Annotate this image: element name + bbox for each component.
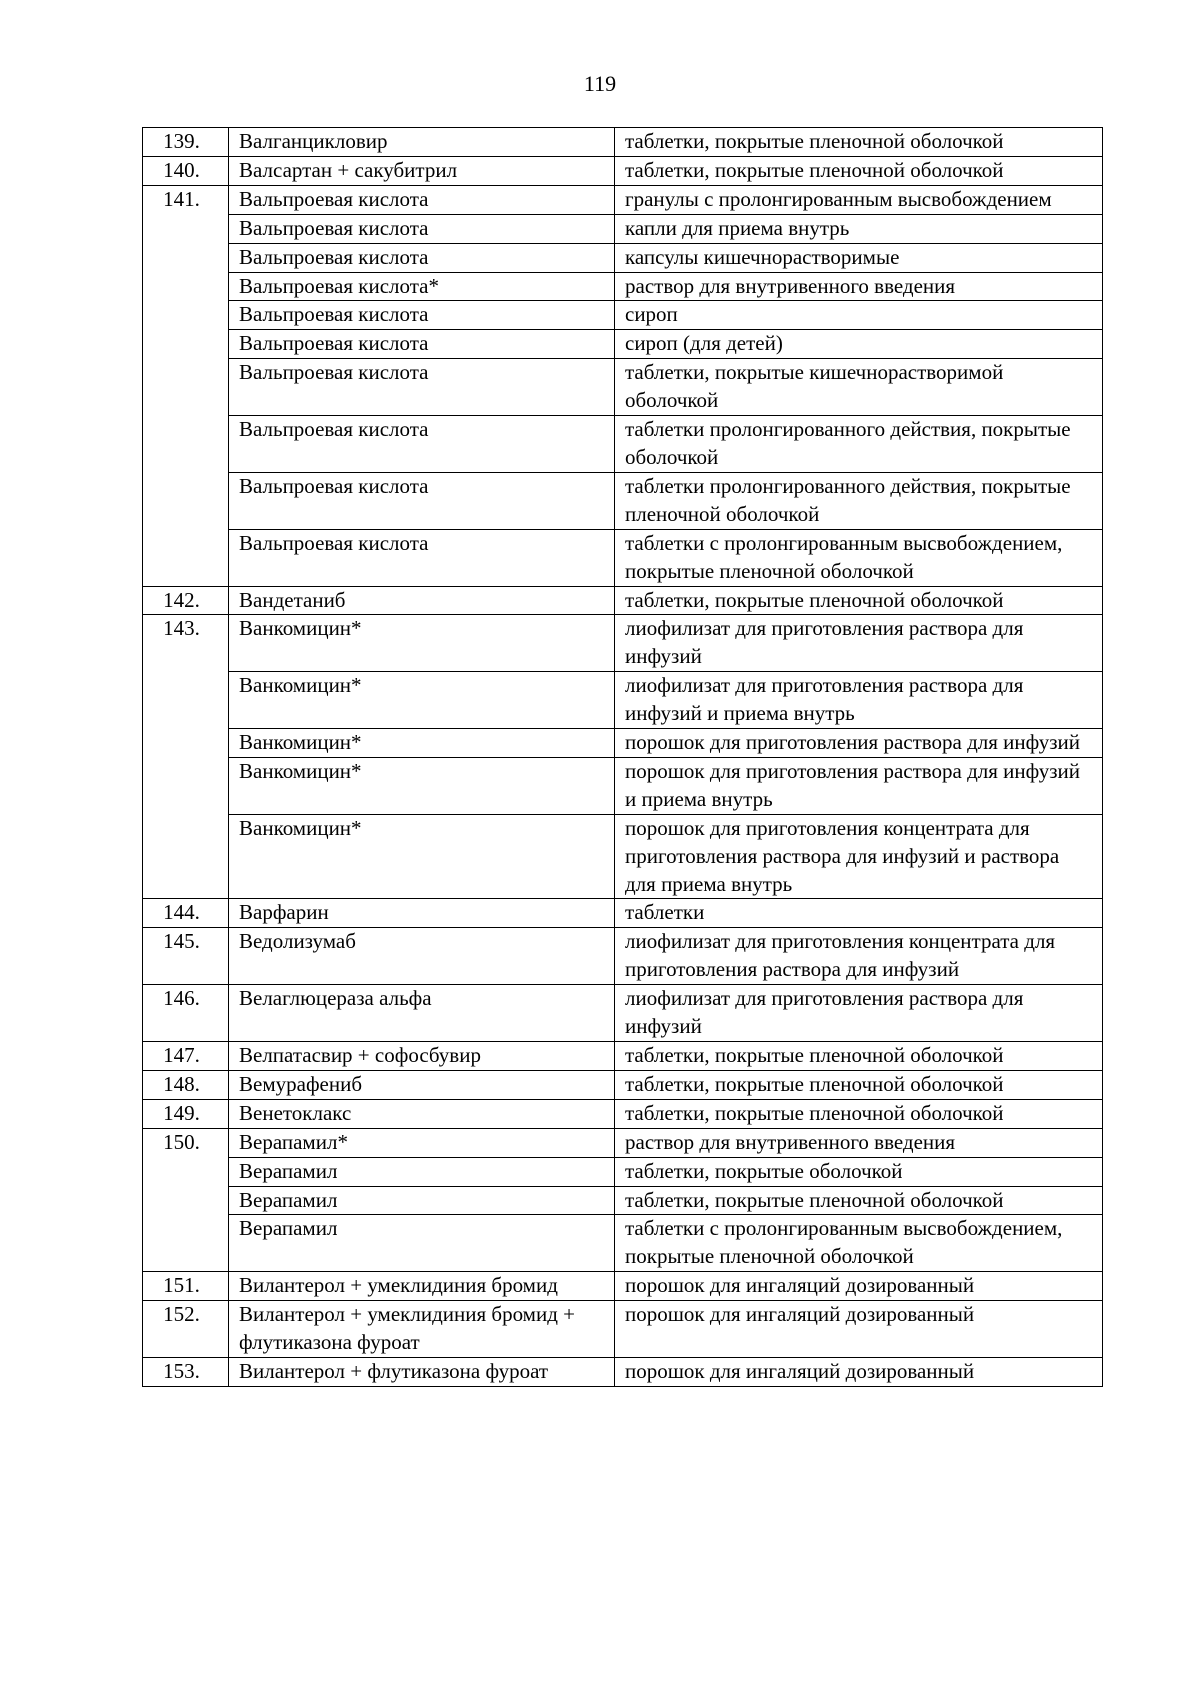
row-number bbox=[143, 672, 229, 729]
dosage-form: лиофилизат для приготовления концентрата для приготовления раствора для инфузий bbox=[615, 928, 1103, 985]
dosage-form: таблетки bbox=[615, 899, 1103, 928]
table-row bbox=[143, 243, 1103, 272]
table-row bbox=[143, 814, 1103, 899]
row-number bbox=[143, 214, 229, 243]
table-row bbox=[143, 586, 1103, 615]
table-row bbox=[143, 416, 1103, 473]
drug-name: Верапамил bbox=[229, 1215, 615, 1272]
table-row bbox=[143, 757, 1103, 814]
table-row bbox=[143, 272, 1103, 301]
drug-name: Вилантерол + умеклидиния бромид + флутиказона фуроат bbox=[229, 1301, 615, 1358]
row-number bbox=[143, 814, 229, 899]
table-row bbox=[143, 128, 1103, 157]
table-row bbox=[143, 672, 1103, 729]
drug-name: Ванкомицин* bbox=[229, 672, 615, 729]
drug-name: Вандетаниб bbox=[229, 586, 615, 615]
table-row bbox=[143, 359, 1103, 416]
dosage-form: таблетки пролонгированного действия, покрытые оболочкой bbox=[615, 416, 1103, 473]
drug-name: Вилантерол + умеклидиния бромид bbox=[229, 1272, 615, 1301]
row-number: 141. bbox=[143, 185, 229, 214]
table-row bbox=[143, 1357, 1103, 1386]
row-number: 144. bbox=[143, 899, 229, 928]
drug-name: Велаглюцераза альфа bbox=[229, 985, 615, 1042]
dosage-form: капли для приема внутрь bbox=[615, 214, 1103, 243]
dosage-form: таблетки, покрытые кишечнорастворимой оболочкой bbox=[615, 359, 1103, 416]
drug-name: Вальпроевая кислота bbox=[229, 185, 615, 214]
row-number bbox=[143, 1157, 229, 1186]
table-row bbox=[143, 1070, 1103, 1099]
table-row bbox=[143, 1157, 1103, 1186]
drug-name: Вальпроевая кислота bbox=[229, 359, 615, 416]
dosage-form: таблетки, покрытые пленочной оболочкой bbox=[615, 586, 1103, 615]
dosage-form: лиофилизат для приготовления раствора для инфузий bbox=[615, 985, 1103, 1042]
dosage-form: порошок для приготовления раствора для инфузий bbox=[615, 729, 1103, 758]
table-row bbox=[143, 899, 1103, 928]
dosage-form: порошок для ингаляций дозированный bbox=[615, 1272, 1103, 1301]
dosage-form: таблетки, покрытые пленочной оболочкой bbox=[615, 1070, 1103, 1099]
drug-name: Ванкомицин* bbox=[229, 814, 615, 899]
row-number: 139. bbox=[143, 128, 229, 157]
row-number bbox=[143, 301, 229, 330]
dosage-form: таблетки пролонгированного действия, покрытые пленочной оболочкой bbox=[615, 472, 1103, 529]
drug-table bbox=[142, 127, 1103, 1387]
drug-name: Вемурафениб bbox=[229, 1070, 615, 1099]
drug-name: Варфарин bbox=[229, 899, 615, 928]
dosage-form: гранулы с пролонгированным высвобождением bbox=[615, 185, 1103, 214]
row-number: 147. bbox=[143, 1042, 229, 1071]
table-row bbox=[143, 1215, 1103, 1272]
table-row bbox=[143, 985, 1103, 1042]
drug-name: Вальпроевая кислота bbox=[229, 416, 615, 473]
drug-name: Ведолизумаб bbox=[229, 928, 615, 985]
drug-name: Вальпроевая кислота bbox=[229, 472, 615, 529]
row-number bbox=[143, 1215, 229, 1272]
row-number bbox=[143, 472, 229, 529]
dosage-form: порошок для ингаляций дозированный bbox=[615, 1357, 1103, 1386]
dosage-form: таблетки, покрытые пленочной оболочкой bbox=[615, 1099, 1103, 1128]
dosage-form: таблетки, покрытые пленочной оболочкой bbox=[615, 156, 1103, 185]
row-number: 146. bbox=[143, 985, 229, 1042]
row-number bbox=[143, 757, 229, 814]
dosage-form: порошок для ингаляций дозированный bbox=[615, 1301, 1103, 1358]
drug-name: Верапамил bbox=[229, 1186, 615, 1215]
dosage-form: раствор для внутривенного введения bbox=[615, 272, 1103, 301]
dosage-form: лиофилизат для приготовления раствора для инфузий bbox=[615, 615, 1103, 672]
row-number bbox=[143, 243, 229, 272]
drug-name: Вальпроевая кислота bbox=[229, 243, 615, 272]
table-row bbox=[143, 330, 1103, 359]
drug-name: Вальпроевая кислота bbox=[229, 301, 615, 330]
table-row bbox=[143, 301, 1103, 330]
drug-name: Верапамил* bbox=[229, 1128, 615, 1157]
drug-name: Венетоклакс bbox=[229, 1099, 615, 1128]
dosage-form: капсулы кишечнорастворимые bbox=[615, 243, 1103, 272]
drug-name: Вальпроевая кислота bbox=[229, 214, 615, 243]
dosage-form: сироп bbox=[615, 301, 1103, 330]
dosage-form: таблетки, покрытые оболочкой bbox=[615, 1157, 1103, 1186]
row-number bbox=[143, 359, 229, 416]
dosage-form: порошок для приготовления концентрата для приготовления раствора для инфузий и раствора для приема внутрь bbox=[615, 814, 1103, 899]
table-row bbox=[143, 529, 1103, 586]
drug-name: Велпатасвир + софосбувир bbox=[229, 1042, 615, 1071]
table-row bbox=[143, 615, 1103, 672]
drug-name: Вальпроевая кислота* bbox=[229, 272, 615, 301]
table-row bbox=[143, 156, 1103, 185]
row-number bbox=[143, 272, 229, 301]
table-row bbox=[143, 1099, 1103, 1128]
drug-name: Верапамил bbox=[229, 1157, 615, 1186]
table-row bbox=[143, 1186, 1103, 1215]
table-row bbox=[143, 1301, 1103, 1358]
dosage-form: таблетки, покрытые пленочной оболочкой bbox=[615, 128, 1103, 157]
row-number bbox=[143, 729, 229, 758]
dosage-form: порошок для приготовления раствора для инфузий и приема внутрь bbox=[615, 757, 1103, 814]
row-number: 149. bbox=[143, 1099, 229, 1128]
dosage-form: лиофилизат для приготовления раствора для инфузий и приема внутрь bbox=[615, 672, 1103, 729]
drug-name: Вальпроевая кислота bbox=[229, 529, 615, 586]
row-number: 148. bbox=[143, 1070, 229, 1099]
table-row bbox=[143, 1272, 1103, 1301]
drug-name: Вилантерол + флутиказона фуроат bbox=[229, 1357, 615, 1386]
dosage-form: таблетки, покрытые пленочной оболочкой bbox=[615, 1042, 1103, 1071]
drug-name: Вальпроевая кислота bbox=[229, 330, 615, 359]
table-row bbox=[143, 472, 1103, 529]
row-number: 142. bbox=[143, 586, 229, 615]
row-number: 140. bbox=[143, 156, 229, 185]
row-number bbox=[143, 416, 229, 473]
row-number: 143. bbox=[143, 615, 229, 672]
drug-name: Валганцикловир bbox=[229, 128, 615, 157]
drug-name: Ванкомицин* bbox=[229, 729, 615, 758]
dosage-form: таблетки с пролонгированным высвобождением, покрытые пленочной оболочкой bbox=[615, 529, 1103, 586]
table-row bbox=[143, 1128, 1103, 1157]
table-row bbox=[143, 214, 1103, 243]
drug-name: Ванкомицин* bbox=[229, 757, 615, 814]
row-number bbox=[143, 529, 229, 586]
row-number bbox=[143, 1186, 229, 1215]
page-number: 119 bbox=[583, 71, 617, 96]
drug-name: Валсартан + сакубитрил bbox=[229, 156, 615, 185]
dosage-form: сироп (для детей) bbox=[615, 330, 1103, 359]
row-number: 152. bbox=[143, 1301, 229, 1358]
drug-name: Ванкомицин* bbox=[229, 615, 615, 672]
row-number: 145. bbox=[143, 928, 229, 985]
table-row bbox=[143, 729, 1103, 758]
row-number: 153. bbox=[143, 1357, 229, 1386]
row-number bbox=[143, 330, 229, 359]
dosage-form: раствор для внутривенного введения bbox=[615, 1128, 1103, 1157]
row-number: 150. bbox=[143, 1128, 229, 1157]
table-row bbox=[143, 185, 1103, 214]
dosage-form: таблетки, покрытые пленочной оболочкой bbox=[615, 1186, 1103, 1215]
dosage-form: таблетки с пролонгированным высвобождением, покрытые пленочной оболочкой bbox=[615, 1215, 1103, 1272]
drug-table-body bbox=[143, 128, 1103, 1387]
table-row bbox=[143, 1042, 1103, 1071]
table-row bbox=[143, 928, 1103, 985]
row-number: 151. bbox=[143, 1272, 229, 1301]
